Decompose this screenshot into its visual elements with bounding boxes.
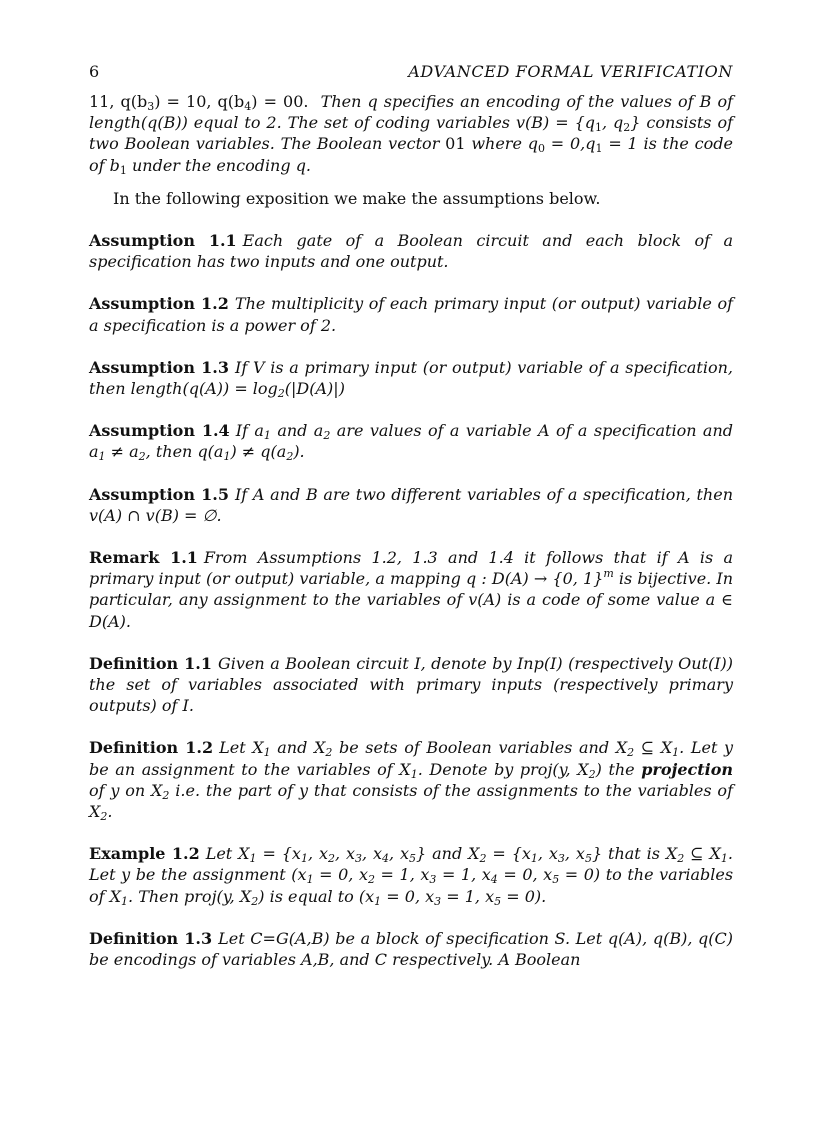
definition-1-1: Definition 1.1 Given a Boolean circuit I, denote by Inp(I) (respectively Out(I)) the set of variables associated with primary inputs (respectively primary outputs) of I. bbox=[89, 653, 733, 716]
running-title: ADVANCED FORMAL VERIFICATION bbox=[408, 62, 733, 81]
page-header bbox=[89, 62, 733, 81]
assumption-1-1: Assumption 1.1 Each gate of a Boolean circuit and each block of a specification has two inputs and one output. bbox=[89, 231, 733, 272]
assumption-1-4: Assumption 1.4 If $a_1$ and $a_2$ are values of a variable A of a specification and $a_1 \ne a_2$, then $q(a_1) \ne q(a_2)$. bbox=[89, 421, 734, 464]
example-1-2: Example 1.2 Let $X_1 = \{x_1$, $x_2$, $x_3$, $x_4$, $x_5$} and $X_2 = \{x_1$, $x_3$, $x_5$} that is $X_2$ ⊆ $X_1$. Let y be the assignment ($x_1 = 0$, $x_2 = 1$, $x_3 = 1$, $x_4 = 0$, $x_5 = 0$) to the variables of $X_1$. Then proj(y, $X_2$) is equal to ($x_1 = 0$, $x_3 = 1$, $x_5 = 0$). bbox=[89, 844, 734, 908]
projection-term: projection bbox=[641, 759, 734, 779]
assumption-1-2: Assumption 1.2 The multiplicity of each primary input (or output) variable of a specification is a power of 2. bbox=[89, 294, 734, 335]
definition-1-2: Definition 1.2 Let $X_1$ and $X_2$ be sets of Boolean variables and $X_2$ ⊆ $X_1$. Let y be an assignment to the variables of $X_1$. Denote by proj(y, $X_2$) the projection of y on $X_2$ i.e. the part of y that consists of the assignments to the variables of $X_2$. bbox=[89, 738, 734, 824]
assumption-1-3: Assumption 1.3 If V is a primary input (or output) variable of a specification, then length(q(A)) = $\log_2(|D(A)|)$ bbox=[89, 357, 734, 401]
assumption-1-5: Assumption 1.5 If A and B are two different variables of a specification, then v(A) ∩ v(B) = ∅. bbox=[89, 484, 734, 525]
page-number: 6 bbox=[89, 62, 100, 81]
intro-paragraph: 11, $q(b_3) = 10$, $q(b_4) = 00$. Then q specifies an encoding of the values of B of length(q(B)) equal to 2. The set of coding variables $v(B) = \{q_1$, $q_2$} consists of two Boolean variables. The Boolean vector 01 where $q_0 = 0,q_1 = 1$ is the code of $b_1$ under the encoding q. bbox=[89, 92, 734, 177]
exposition-paragraph: In the following exposition we make the assumptions below. bbox=[113, 188, 601, 208]
page bbox=[89, 62, 733, 970]
remark-1-1: Remark 1.1 From Assumptions 1.2, 1.3 and 1.4 it follows that if A is a primary input (or output) variable, a mapping q : D(A) → {0, 1}$^m$ is bijective. In particular, any assignment to the variables of v(A) is a code of some value a ∈ D(A). bbox=[89, 548, 734, 631]
definition-1-3: Definition 1.3 Let C=G(A,B) be a block of specification S. Let q(A), q(B), q(C) be encodings of variables A,B, and C respectively. A Boolean bbox=[89, 928, 734, 970]
